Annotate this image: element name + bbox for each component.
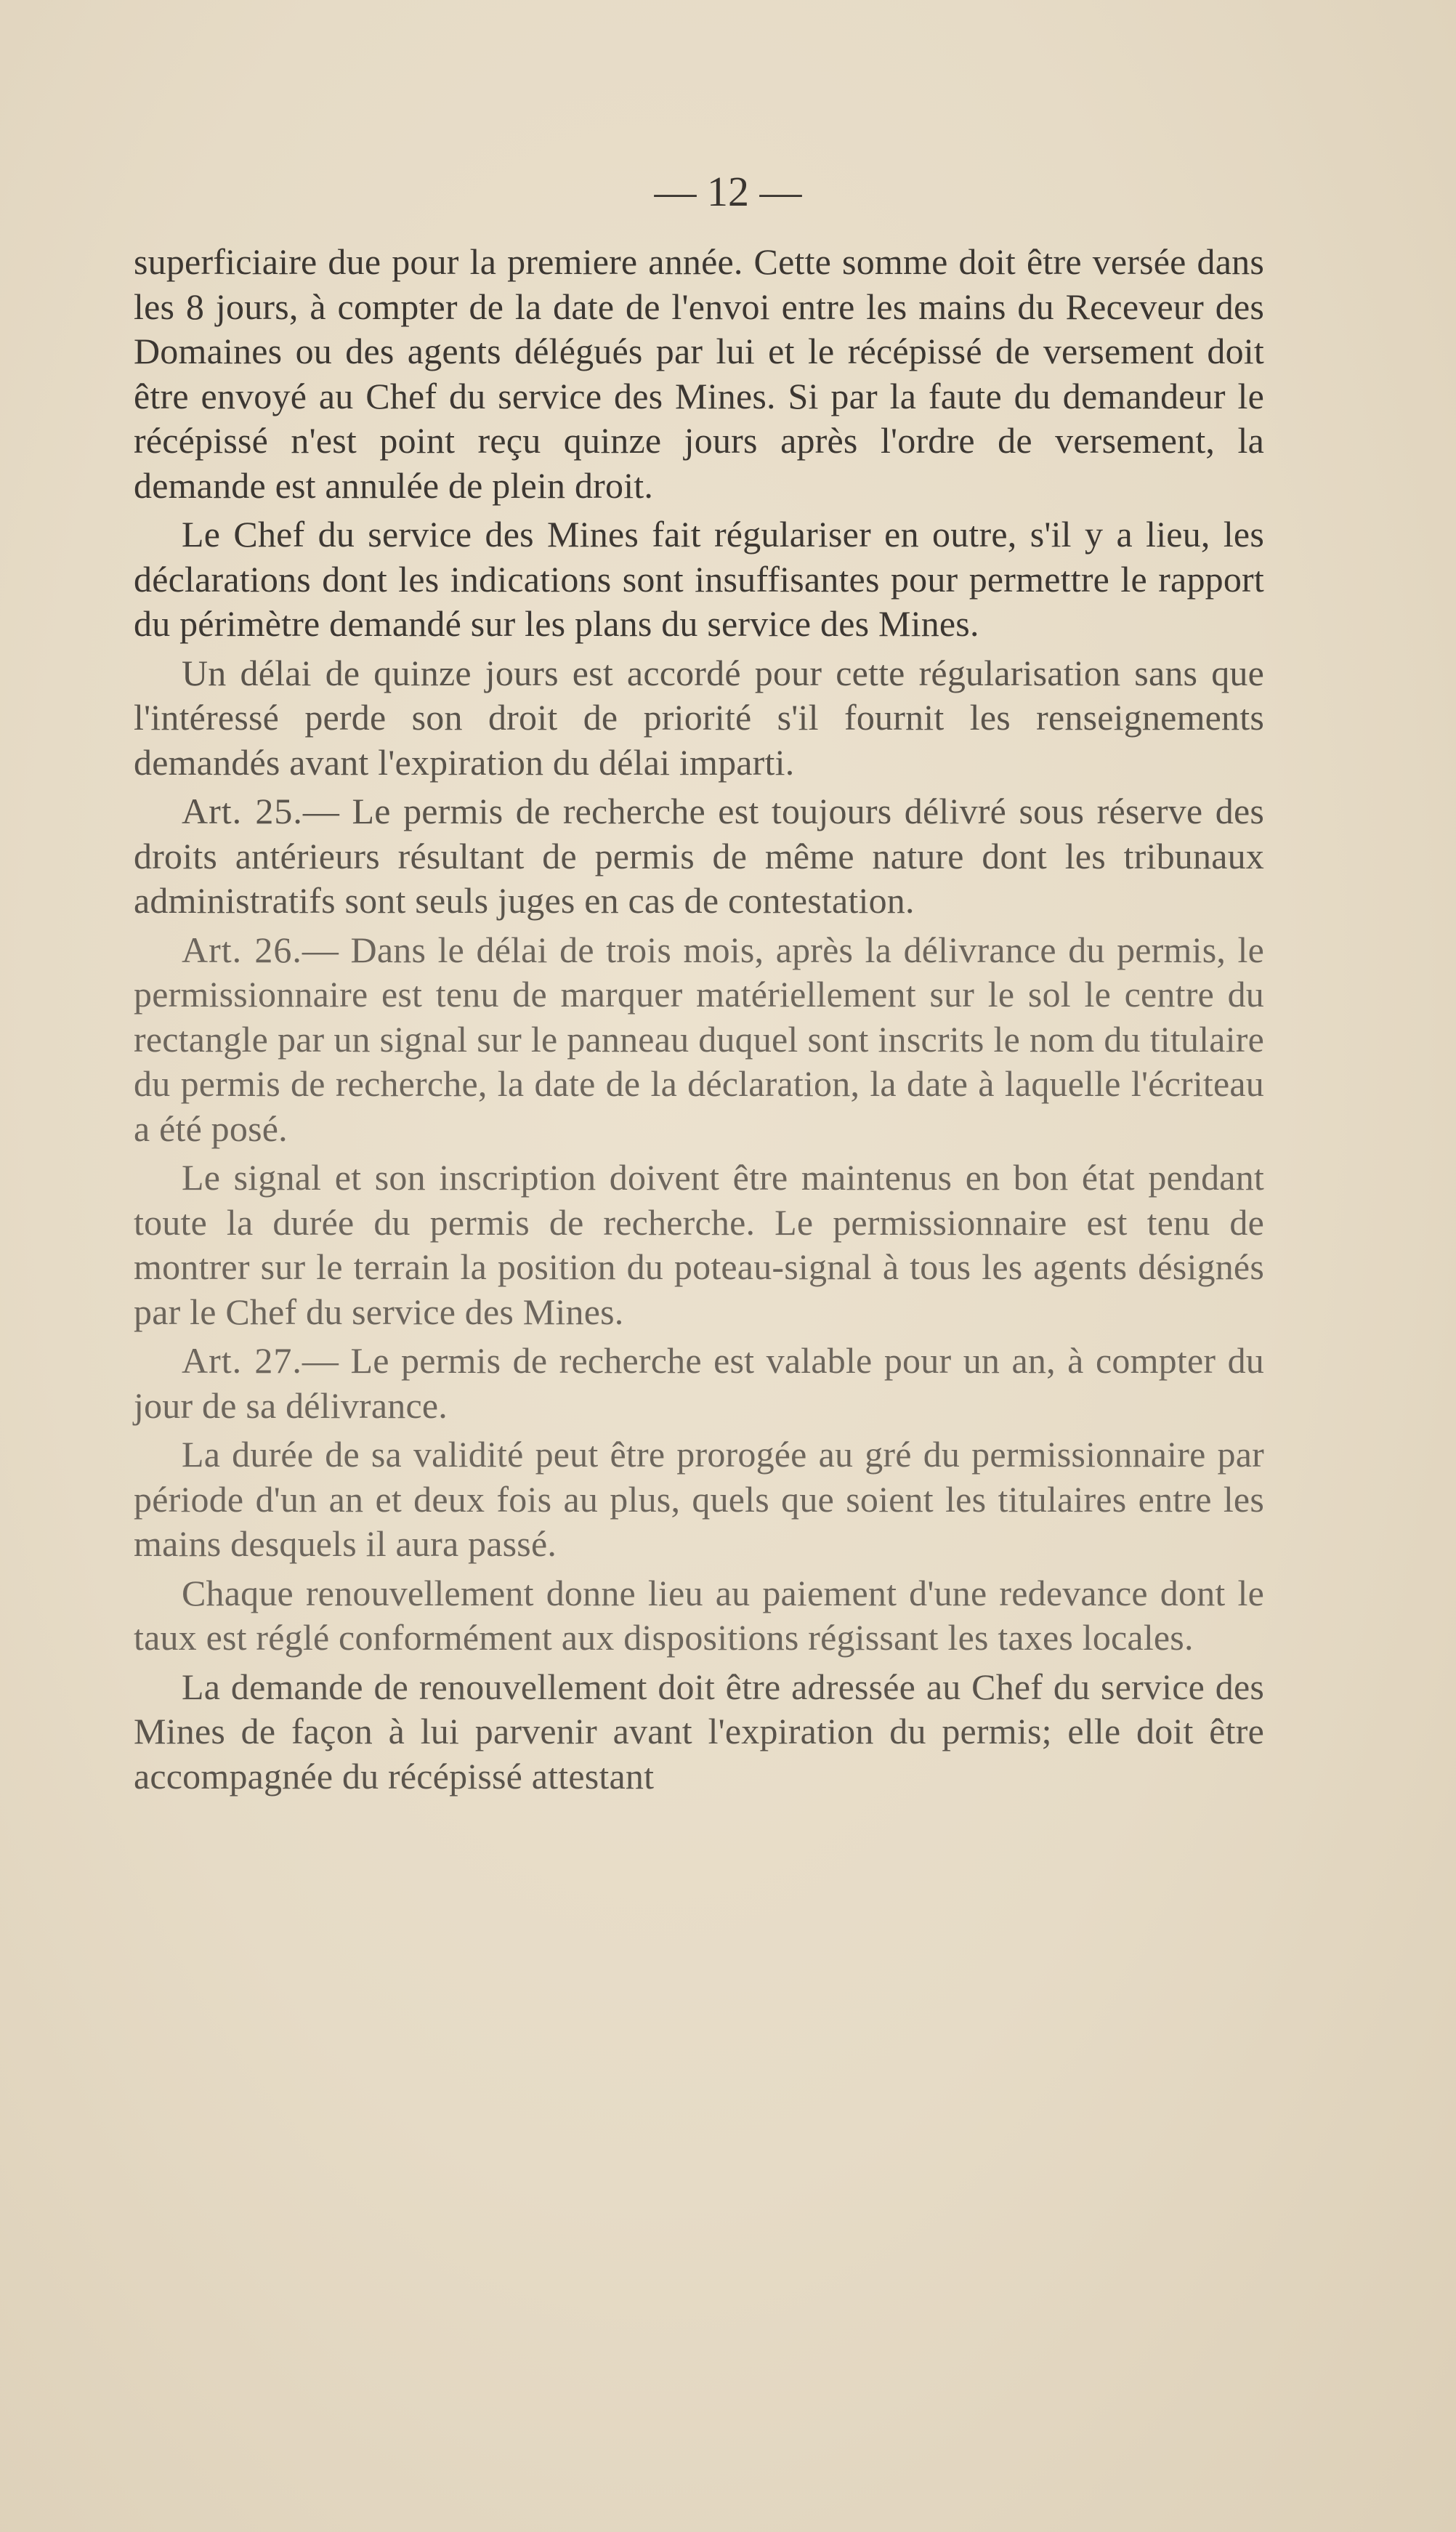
body-text <box>134 240 1264 1803</box>
article-25 <box>134 789 1264 924</box>
paragraph-demande: La demande de renouvellement doit être adressée au Chef du service des Mines de façon à lui parvenir avant l'expiration du permis; elle doit être accompagnée du récépissé attestant <box>134 1666 1264 1797</box>
article-27-label: Art. 27. <box>182 1340 302 1381</box>
paragraph-prorogation: La durée de sa validité peut être prorogée au gré du permissionnaire par période d'un an et deux fois au plus, quels que soient les titulaires entre les mains desquels il aura passé. <box>134 1434 1264 1564</box>
article-26-text: — Dans le délai de trois mois, après la délivrance du permis, le permissionnaire est tenu de marquer matériellement sur le sol le centre du rectangle par un signal sur le panneau duquel sont inscrits le nom du titulaire du permis de recherche, la date de la déclaration, la date à laquelle l'écriteau a été posé. <box>134 929 1264 1149</box>
article-25-label: Art. 25. <box>182 791 303 831</box>
paragraph-renouvellement: Chaque renouvellement donne lieu au paiement d'une redevance dont le taux est réglé conformément aux dispositions régissant les taxes locales. <box>134 1572 1264 1658</box>
article-26-label: Art. 26. <box>182 929 302 970</box>
paragraph-delai: Un délai de quinze jours est accordé pour cette régularisation sans que l'intéressé perde son droit de priorité s'il fournit les renseignements demandés avant l'expiration du délai imparti. <box>134 652 1264 783</box>
paragraph-signal: Le signal et son inscription doivent être maintenus en bon état pendant toute la durée du permis de recherche. Le permissionnaire est tenu de montrer sur le terrain la position du poteau-signal à tous les agents désignés par le Chef du service des Mines. <box>134 1157 1264 1332</box>
article-27 <box>134 1339 1264 1428</box>
article-26 <box>134 928 1264 1152</box>
paragraph-continuation: superficiaire due pour la premiere année. Cette somme doit être versée dans les 8 jours, à compter de la date de l'envoi entre les mains du Receveur des Domaines ou des agents délégués par lui et le récépissé de versement doit être envoyé au Chef du service des Mines. Si par la faute du demandeur le récépissé n'est point reçu quinze jours après l'ordre de versement, la demande est annulée de plein droit. <box>134 241 1264 506</box>
page-number: — 12 — <box>654 168 802 215</box>
paragraph-regularisation: Le Chef du service des Mines fait régulariser en outre, s'il y a lieu, les déclarations dont les indications sont insuffisantes pour permettre le rapport du périmètre demandé sur les plans du service des Mines. <box>134 514 1264 644</box>
article-25-text: — Le permis de recherche est toujours délivré sous réserve des droits antérieurs résultant de permis de même nature dont les tribunaux administratifs sont seuls juges en cas de contestation. <box>134 791 1265 921</box>
article-27-text: — Le permis de recherche est valable pour un an, à compter du jour de sa délivrance. <box>134 1340 1264 1426</box>
